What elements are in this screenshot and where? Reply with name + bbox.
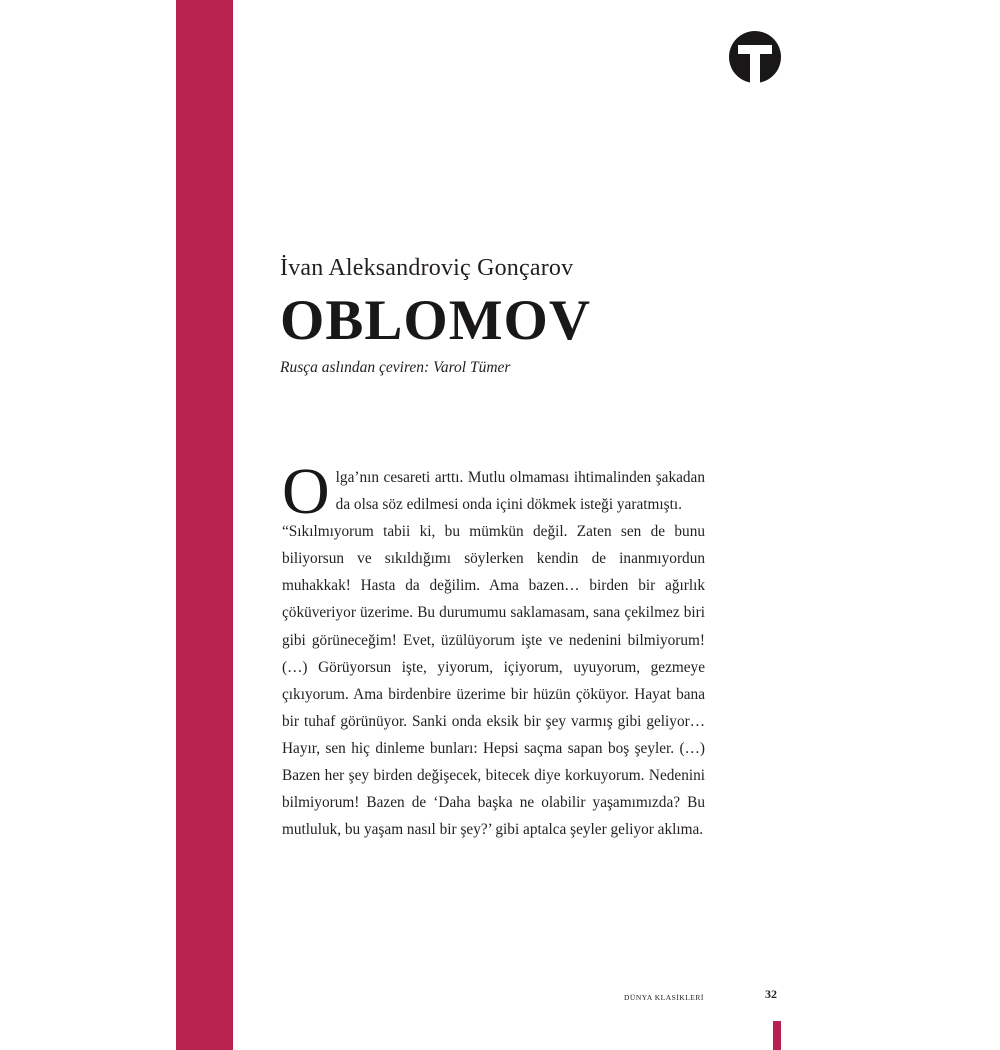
- series-label: DÜNYA KLASİKLERİ: [624, 993, 704, 1002]
- excerpt-paragraph-1: [282, 455, 705, 528]
- page-number: 32: [765, 987, 777, 1001]
- excerpt-text: [282, 455, 705, 843]
- book-title: OBLOMOV: [280, 289, 592, 352]
- author-name: İvan Aleksandroviç Gonçarov: [280, 255, 574, 281]
- paragraph-1-text: lga’nın cesareti arttı. Mutlu olmaması ihtimalinden şakadan da olsa söz edilmesi onda içini dökmek isteği yaratmıştı.: [335, 469, 705, 514]
- spine-edge-mark: [773, 1021, 781, 1050]
- translator-credit: Rusça aslından çeviren: Varol Tümer: [280, 359, 511, 376]
- publisher-t-logo-icon: [728, 30, 782, 84]
- drop-cap: O: [282, 455, 330, 528]
- cover-spine-band: [176, 0, 233, 1050]
- excerpt-paragraph-2: “Sıkılmıyorum tabii ki, bu mümkün değil. Zaten sen de bunu biliyorsun ve sıkıldığımı söylerken kendin de inanmıyordun muhakkak! Hasta da değilim. Ama bazen… birden bir ağırlık çöküveriyor üzerime. Bu durumumu saklamasam, sana çekilmez biri gibi görüneceğim! Evet, üzülüyorum işte ve nedenini bilmiyorum! (…) Görüyorsun işte, yiyorum, içiyorum, uyuyorum, gezmeye çıkıyorum. Ama birdenbire üzerime bir hüzün çöküyor. Hayat bana bir tuhaf görünüyor. Sanki onda eksik bir şey varmış gibi geliyor… Hayır, sen hiç dinleme bunları: Hepsi saçma sapan boş şeyler. (…) Bazen her şey birden değişecek, bitecek diye korkuyorum. Nedenini bilmiyorum! Bazen de ‘Daha başka ne olabilir yaşamımızda? Bu mutluluk, bu yaşam nasıl bir şey?’ gibi aptalca şeyler geliyor aklıma.: [282, 523, 705, 839]
